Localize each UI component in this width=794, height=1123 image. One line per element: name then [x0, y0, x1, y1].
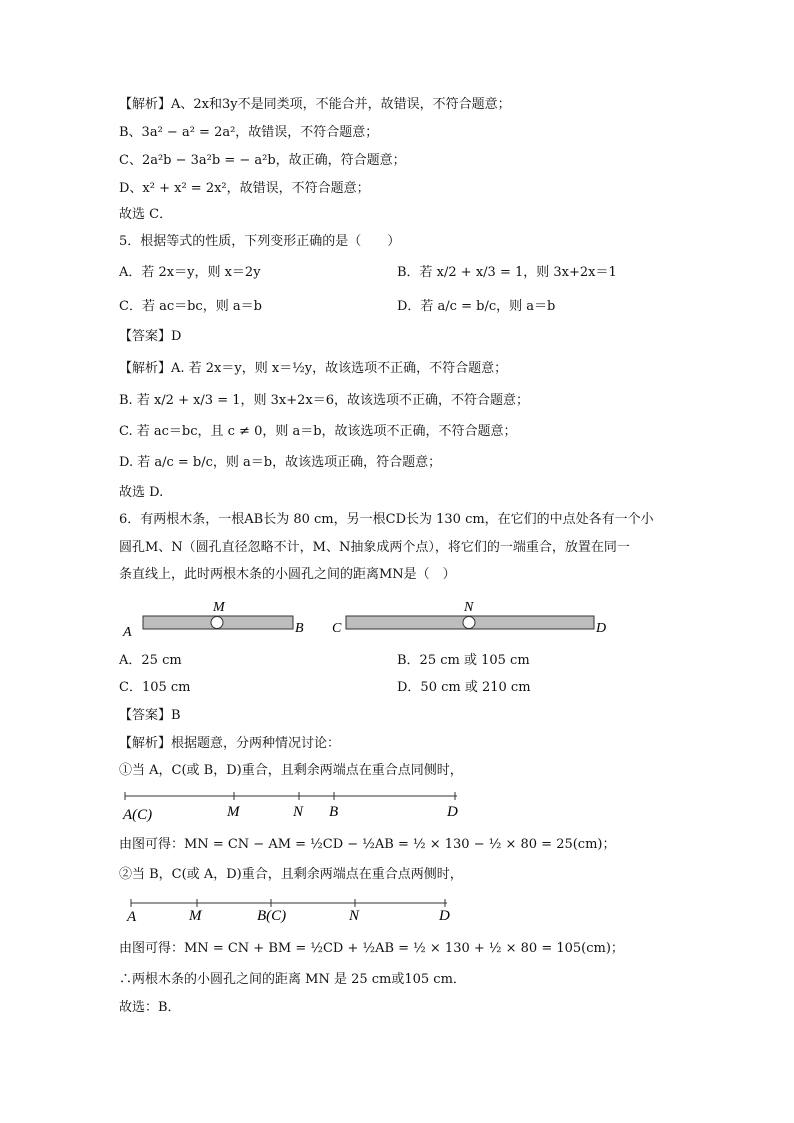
label-n: N	[464, 600, 474, 615]
option-a: A．25 cm	[119, 653, 182, 668]
option-a: A．若 2x＝y，则 x＝2y	[119, 265, 261, 280]
option-d: D．若 a/c = b/c，则 a＝b	[397, 299, 556, 314]
analysis-line: D. 若 a/c = b/c，则 a＝b，故该选项正确，符合题意；	[119, 455, 442, 470]
hole-n	[463, 617, 475, 629]
case-line: ②当 B，C(或 A，D)重合，且剩余两端点在重合点两侧时，	[119, 867, 463, 882]
label-c: C	[332, 621, 342, 636]
question-stem: 5．根据等式的性质，下列变形正确的是（ ）	[119, 234, 401, 249]
question-stem: 6．有两根木条，一根AB长为 80 cm，另一根CD长为 130 cm，在它们的中点处各有一个小	[119, 512, 654, 527]
option-d: D．50 cm 或 210 cm	[397, 680, 531, 695]
calculation-line: 由图可得：MN = CN + BM = ½CD + ½AB = ½ × 130 + ½ × 80 = 105(cm)；	[119, 941, 624, 956]
analysis-line: C. 若 ac＝bc，且 c ≠ 0，则 a＝b，故该选项不正确，不符合题意；	[119, 424, 517, 439]
label-a-c: A(C)	[123, 807, 153, 823]
analysis-line: 【解析】根据题意，分两种情况讨论：	[119, 736, 341, 751]
conclusion-line: 故选 D.	[119, 485, 164, 500]
label-b: B	[295, 621, 304, 636]
option-b: B．25 cm 或 105 cm	[397, 653, 530, 668]
option-c: C．若 ac＝bc，则 a＝b	[119, 299, 262, 314]
label-d: D	[439, 908, 450, 924]
label-m: M	[227, 804, 240, 820]
answer-line: 【答案】B	[119, 708, 181, 723]
option-b: B．若 x/2 + x/3 = 1，则 3x+2x＝1	[397, 265, 617, 280]
number-line-case1	[119, 786, 479, 824]
analysis-line: 【解析】A、2x和3y不是同类项，不能合并，故错误，不符合题意；	[119, 97, 511, 112]
option-c: C．105 cm	[119, 680, 191, 695]
label-n: N	[349, 908, 360, 924]
number-line-case2	[119, 893, 479, 929]
analysis-line: 【解析】A. 若 2x＝y，则 x＝½y，故该选项不正确，不符合题意；	[119, 361, 508, 376]
label-b-c: B(C)	[257, 908, 287, 924]
calculation-line: 由图可得：MN = CN − AM = ½CD − ½AB = ½ × 130 − ½ × 80 = 25(cm)；	[119, 837, 616, 852]
label-b: B	[329, 804, 339, 820]
label-n: N	[293, 804, 304, 820]
conclusion-line: 故选 C．	[119, 207, 173, 222]
label-m: M	[213, 600, 225, 615]
answer-line: 【答案】D	[119, 329, 182, 344]
conclusion-line: ∴两根木条的小圆孔之间的距离 MN 是 25 cm或105 cm．	[119, 972, 466, 987]
label-a: A	[123, 625, 132, 640]
final-answer: 故选：B．	[119, 1000, 181, 1015]
label-d: D	[596, 621, 607, 636]
question-stem: 条直线上，此时两根木条的小圆孔之间的距离MN是（ ）	[119, 567, 456, 582]
label-d: D	[447, 804, 458, 820]
label-a: A	[127, 909, 137, 925]
sticks-figure	[119, 596, 619, 644]
analysis-line: B. 若 x/2 + x/3 = 1，则 3x+2x＝6，故该选项不正确，不符合题意；	[119, 393, 530, 408]
question-stem: 圆孔M、N（圆孔直径忽略不计，M、N抽象成两个点），将它们的一端重合，放置在同一	[119, 540, 630, 555]
hole-m	[211, 617, 223, 629]
label-m: M	[189, 908, 202, 924]
analysis-line: C、2a²b − 3a²b = − a²b，故正确，符合题意；	[119, 153, 406, 168]
analysis-line: D、x² + x² = 2x²，故错误，不符合题意；	[119, 181, 370, 196]
analysis-line: B、3a² − a² = 2a²，故错误，不符合题意；	[119, 125, 379, 140]
case-line: ①当 A，C(或 B，D)重合，且剩余两端点在重合点同侧时，	[119, 763, 463, 778]
